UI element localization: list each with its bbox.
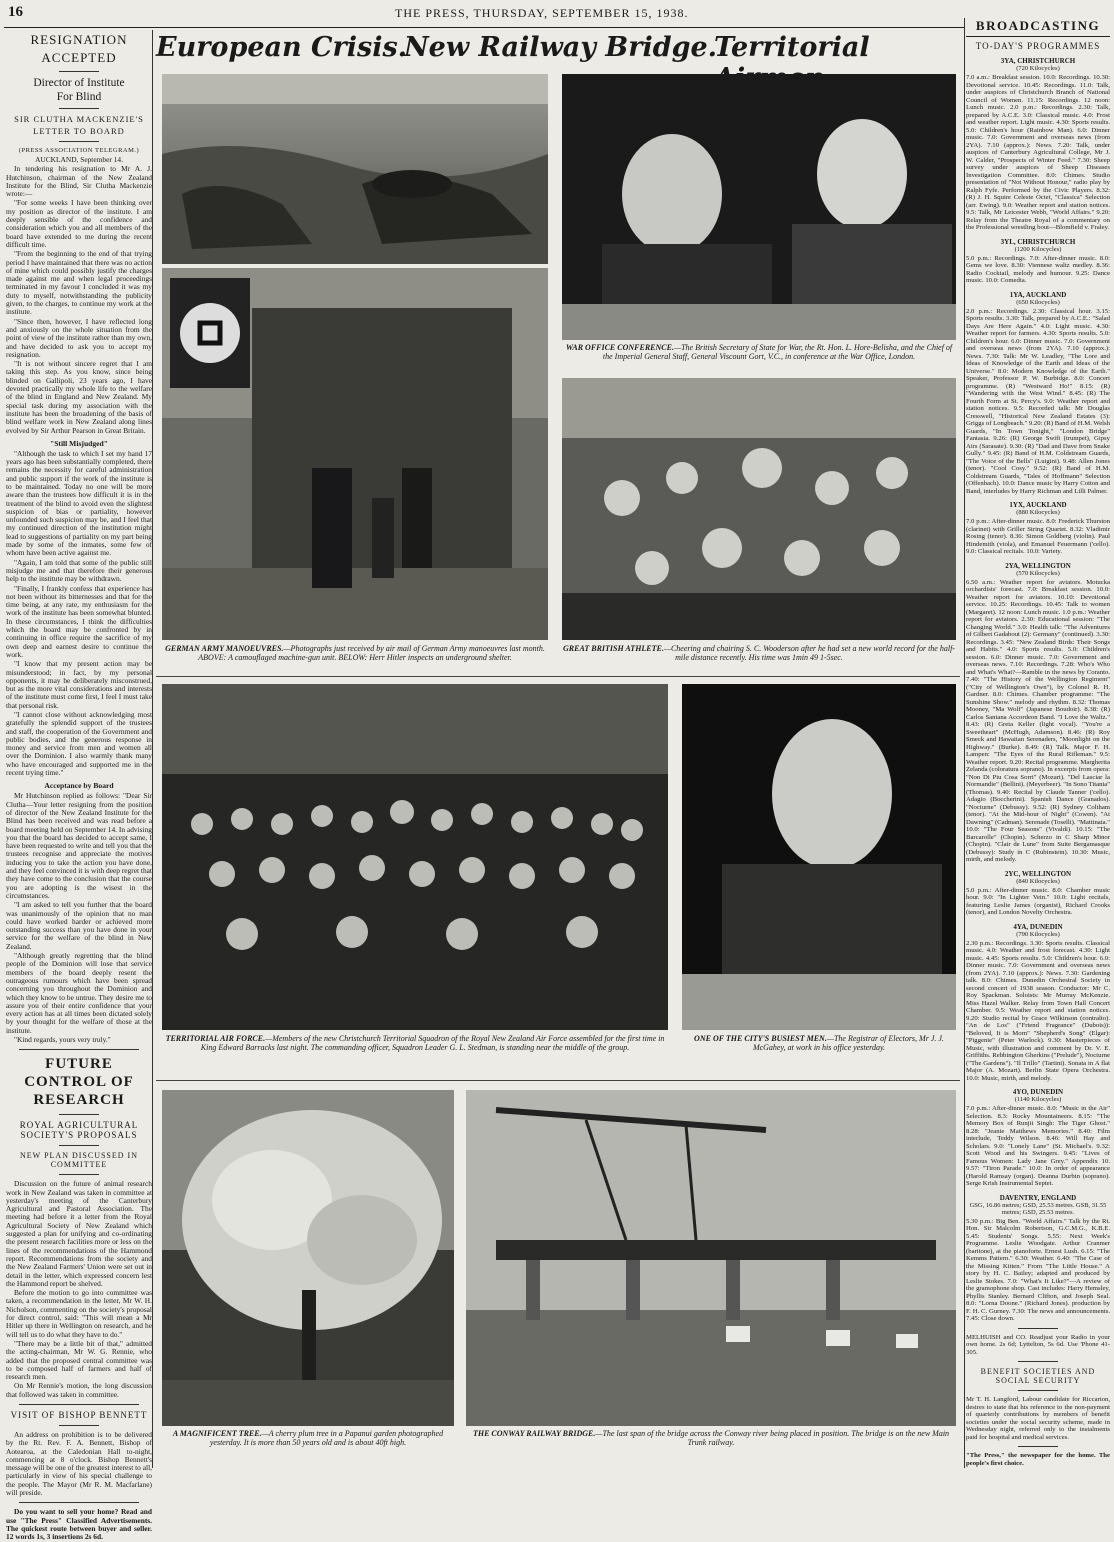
paragraph: "For some weeks I have been thinking over my position as director of the institute. I am deeply sensible of the confidence and consideration which you and all members of the board have extended to me during the recent difficult time. xyxy=(6,198,152,249)
paragraph: In tendering his resignation to Mr A. J. Hutchinson, chairman of the New Zealand Institute for the Blind, Sir Clutha Mackenzie wrote:— xyxy=(6,164,152,199)
photo-cherry-plum-tree xyxy=(162,1090,454,1426)
divider xyxy=(59,141,99,142)
column-rule xyxy=(964,18,965,1468)
section-rule xyxy=(156,1080,960,1081)
story-dateline: AUCKLAND, September 14. xyxy=(35,155,123,164)
headline-railway-bridge: New Railway Bridge. xyxy=(404,32,718,63)
caption-text: —Photographs just received by air mail of German Army manoeuvres last month. ABOVE: A camouflaged machine-gun unit. BELOW: Herr Hitler inspects an underground shelter. xyxy=(198,644,545,663)
caption-title: A MAGNIFICENT TREE. xyxy=(172,1429,262,1438)
subhead: Acceptance by Board xyxy=(44,781,114,791)
photo-registrar xyxy=(682,684,956,1030)
station-frequency: (1200 Kilocycles) xyxy=(1014,245,1062,253)
caption-text: —A cherry plum tree in a Papanui garden photographed yesterday. It is more than 50 years old and is about 40ft high. xyxy=(209,1429,444,1448)
station-programme: 5.0 p.m.: Recordings. 7.0: After-dinner music. 8.0: Gems we love. 8.30: Viennese waltz medley. 8.36: Radio Cocktail, melody and humour. 9.25: Dance music. 10.0: Comedia. xyxy=(966,254,1110,284)
caption-text: —The British Secretary of State for War, the Rt. Hon. L. Hore-Belisha, and the Chief of the Imperial General Staff, General Viscount Gort, V.C., in conference at the War Office, London. xyxy=(602,343,953,362)
broadcasting-title: BROADCASTING xyxy=(966,18,1110,37)
masthead-dateline: THE PRESS, THURSDAY, SEPTEMBER 15, 1938. xyxy=(395,6,689,20)
caption-title: GERMAN ARMY MANOEUVRES. xyxy=(165,644,284,653)
caption-german-army xyxy=(160,644,550,663)
station-frequency: (880 Kilocycles) xyxy=(1016,509,1060,516)
divider xyxy=(19,1049,139,1050)
paragraph: "Again, I am told that some of the public still misjudge me and that therefore their generous help to the institute may be withdrawn. xyxy=(6,557,152,584)
masthead-rule xyxy=(4,27,964,28)
paragraph: "I am asked to tell you further that the board was unanimously of the opinion that no man could have worked harder or achieved more outstanding success than you have done in your service for the welfare of the blind in New Zealand. xyxy=(6,900,152,951)
station-programme: 2.30 p.m.: Recordings. 3.30: Sports results. Classical music. 4.0: Weather and frost forecast. 4.30: Light music. 4.45: Sports results. 5.0: Children's hour. 6.0: Dinner music. 7.0: Government and overseas news (from 2YA). 7.10 (approx.): News. 7.30: Gardening talk. 8.0: Chimes. Dunedin Orchestral Society in second concert of 1938 season. Conductor: Mr C. Roy Spackman. Soloists: Mr Murray McKenzie. Miss Hazel Walker. Relay from Town Hall Concert Chamber. 9.5: Weather report and station notices. 9.20: Studio recital by Grace Wilkinson (contralto). "An de Los" ("Friend Fragrance" (Dubois)): "Beloved, It is Morn" "Shepherd's Song" (Elgar): "Piggenie" (Peter Warlock). 9.30: Masterpieces of Music, with illustration and comment by Dr. V. E. Griffiths. Rebbington Gherkins ("Prelude"), Nocturne ("The Gardens"). "Il Trillo" (Tartini). Sonata in A flat Major (A. Mozart). Berlin State Opera Orchestra. 10.0: Music, mirth, and melody. xyxy=(966,939,1110,1082)
paragraph: "I know that my present action may be misunderstood; in fact, by my personal opponents, it may be deliberately misconstrued, but as the more vital considerations and interests of the institute must come first, I feel I must take that personal risk. xyxy=(6,659,152,710)
footer-slogan: "The Press," the newspaper for the home. The people's first choice. xyxy=(966,1452,1110,1467)
divider xyxy=(19,1404,139,1405)
story-headline: BENEFIT SOCIETIES AND SOCIAL SECURITY xyxy=(980,1367,1096,1385)
station-name: DAVENTRY, ENGLAND xyxy=(999,1193,1077,1202)
station-name: 3YL, CHRISTCHURCH xyxy=(1000,237,1076,246)
story-headline: VISIT OF BISHOP BENNETT xyxy=(10,1410,148,1420)
divider xyxy=(1018,1328,1058,1329)
station-frequency: (790 Kilocycles) xyxy=(1016,930,1060,938)
divider xyxy=(59,108,99,109)
station-programme: 7.0 a.m.: Breakfast session. 10.0: Recordings. 10.30: Devotional service. 10.45: Recordings. 11.0: Talk, under auspices of Christchurch Branch of National Council of Women. 11.15: Recordings. 12 noon: Lunch music. 2.0 p.m.: Recordings. 2.30: Talk, prepared by A.C.E. 3.0: Classical music. 4.0: Frost and weather report. Light music. 4.30: Sports results. 5.0: Children's hour (Rainbow Man). 6.0: Dinner music. 7.0: Government and overseas news (from 2YA). 7.10 (approx.): News. 7.20: Talk, under auspices of Canterbury Agricultural College, Mr J. W. Calder, "Prospects of Winter Feed." 7.30: Sheep survey under auspices of Sheep Diseases Investigation Committee. 8.0: Chimes. Studio presentation of "Not Without Honour," radio play by Ralph Fyfe. Performed by the Civic Players. 8.32: (R) J. H. Squire Celeste Octet, "Classica" Selection (arr. Ewing). 9.0: Weather report and station notices. 9.5: Talk, Mr Leicester Webb, "World Affairs." 9.20: Relay from the Theatre Royal of a commentary on the Professional wrestling bout—Blomfield v. Fraley. xyxy=(966,74,1110,231)
photo-territorial-squadron xyxy=(162,684,668,1030)
photo-conway-bridge xyxy=(466,1090,956,1426)
masthead xyxy=(0,4,1114,26)
radio-ad: MELHUISH and CO. Readjust your Radio in your own home. 2s 6d; Lyttelton, 5s 6d. Use 'Phone 41-305. xyxy=(966,1333,1110,1356)
station-frequency: (1140 Kilocycles) xyxy=(1014,1096,1062,1103)
paragraph: Mr Hutchinson replied as follows: "Dear Sir Clutha—Your letter resigning from the position of director of the New Zealand Institute for the Blind has been received and was read before a board meeting held on September 14. In advising you that the board has decided to accept same, I have been requested to write and tell you that the trustees recognise and appreciate the motives inducing you to take the action you have done, and they feel convinced it is with deep regret that they have come to the conclusion that the course you are adopting is the wisest in the circumstances. xyxy=(6,791,152,900)
paragraph: "I cannot close without acknowledging most gratefully the splendid support of the trustees and staff, the cooperation of the Government and public bodies, and the generous response in money and service from men and women all over the Dominion. I also warmly thank many who have encouraged and supported me in the recent trying time." xyxy=(6,710,152,778)
caption-registrar xyxy=(682,1034,956,1053)
photo-underground-shelter xyxy=(162,268,548,640)
headline-territorial-airmen: Territorial xyxy=(714,32,870,63)
headline-row xyxy=(154,30,962,70)
station-name: 3YA, CHRISTCHURCH xyxy=(1000,57,1076,65)
story-deck: LETTER TO BOARD xyxy=(33,126,125,136)
story-deck: NEW PLAN DISCUSSED IN COMMITTEE xyxy=(20,1151,138,1170)
photo-british-athlete xyxy=(562,378,956,640)
wire-credit: (PRESS ASSOCIATION TELEGRAM.) xyxy=(18,147,140,154)
station-frequency: (720 Kilocycles) xyxy=(1016,65,1060,72)
station-frequency: (650 Kilocycles) xyxy=(1016,298,1060,306)
station-name: 4YO, DUNEDIN xyxy=(1012,1088,1064,1096)
classified-ad: Do you want to sell your home? Read and use "The Press" Classified Advertisements. The quickest route between buyer and seller. 12 words 1s, 3 insertions 2s 6d. xyxy=(6,1507,152,1542)
divider xyxy=(59,1114,99,1115)
station-frequency: (840 Kilocycles) xyxy=(1016,877,1060,885)
paragraph: "Kind regards, yours very truly." xyxy=(14,1034,111,1044)
left-column xyxy=(6,30,152,1542)
divider xyxy=(1018,1390,1058,1391)
paragraph: "Although the task to which I set my hand 17 years ago has been substantially completed, there remains the necessity for careful administration and public support if the work of the institute is to be maintained. Today no one will be more aware than the trustees how difficult it is in the treatment of the blind to avoid even the slightest suspicion of bias or partiality, however unfounded such suspicion may be, and I feel that my continued direction of the institution might lead to suggestions of partiality on my part being made by some of the inmates, some few of whom have been active against me. xyxy=(6,448,152,558)
paragraph: On Mr Rennie's motion, the long discussion that followed was taken in committee. xyxy=(6,1381,152,1399)
station-programme: 7.0 p.m.: After-dinner music. 8.0: Frederick Thurston (clarinet) with Griller String Quartet. 8.32: Vladimir Rosing (tenor). 8.36: Simon Goldberg (violin). Paul Hindemith (viola), and Emanuel Feuermann ('cello). 9.0: Classical recitals. 10.0: Variety. xyxy=(966,518,1110,555)
divider xyxy=(19,1502,139,1503)
divider xyxy=(59,1425,99,1426)
divider xyxy=(59,71,99,72)
divider xyxy=(59,1145,99,1146)
paragraph: "Finally, I frankly confess that experience has not been without its bitternesses and that for the time being, at any rate, my enthusiasm for the work of the institute has been somewhat blunted. In these circumstances, I think the difficulties which the board may be confronted by in continuing in office require the sacrifice of my own deep and earnest desire to continue the work. xyxy=(6,583,152,659)
caption-tree xyxy=(160,1429,456,1448)
caption-text: —The Registrar of Electors, Mr J. J. McGahey, at work in his office yesterday. xyxy=(752,1034,944,1053)
paragraph: "Since then, however, I have reflected long and anxiously on the whole situation from the point of view of the institute rather than my own, and have decided to ask you to accept my resignation. xyxy=(6,316,152,359)
story-deck: SIR CLUTHA MACKENZIE'S xyxy=(14,114,144,124)
station-programme: 7.0 p.m.: After-dinner music. 8.0: "Music in the Air" Selection. 8.3: Rocky Mountaineers. 8.15: "The Memory Box of Runjit Singh: The Tiger Ghost." 8.28: "Jeanie Matthews Memories." 8.40: Film interlude, Teddy Wilson. 8.46: Will Hay and Scholars. 9.0: "Lonely Lane" (St. Michael's. 9.32: Scott Wood and his Swingers. 9.45: "Lives of Famous Women: Lady Jane Grey." Appendix 10. 9.57: "Tiron Parade." 10.0: In order of appearance (Harold Ramsay (organ). Deanna Durbin (soprano). Serge Krish Instrumental Septet. xyxy=(966,1105,1110,1187)
page-number: 16 xyxy=(8,4,23,20)
caption-bridge xyxy=(466,1429,956,1448)
divider xyxy=(1018,1446,1058,1447)
section-rule xyxy=(156,676,960,677)
caption-title: GREAT BRITISH ATHLETE. xyxy=(563,644,664,653)
broadcasting-column xyxy=(966,18,1110,1468)
paragraph: "There may be a little bit of that," admitted the acting-chairman, Mr W. G. Rennie, who added that the proposed central committee was to be composed half of farmers and half of research men. xyxy=(6,1338,152,1382)
station-name: 2YC, WELLINGTON xyxy=(1004,869,1072,878)
paragraph: Discussion on the future of animal research work in New Zealand was taken in committee at yesterday's meeting of the Canterbury Agricultural and Pastoral Association. The meeting had before it a letter from the Royal Agricultural Society of New Zealand which suggested a plan for unifying and co-ordinating the present research facilities more or less on the lines of the recommendations of the Hammond report. Recommendations from the society and the New Zealand Farmers' Union were set out in detail in the letter, which expressed concern lest the Hammond report be shelved. xyxy=(6,1179,152,1288)
photo-machine-gun-unit xyxy=(162,74,548,264)
station-programme: 6.50 a.m.: Weather report for aviators. Motucka orchardists' forecast. 7.0: Breakfast session. 10.0: Weather report for aviators. 10.10: Devotional service. 10.25: Recordings. 10.45: Talk to women (Margaret). 12 noon: Lunch music. 1.0 p.m.: Weather report for aviators. 2.30: Educational session: "The Changing World." 3.0: Health talk: "The Adventures of Gilbert Gadabout (2): Germany" (continued). 3.30: Recordings. 3.45: "New Zealand Birds: Their Songs and Habits." 4.0: Sports results. 5.0: Children's session. 6.0: Dinner music. 7.0: Government and overseas news. 7.10: Recordings. 7.28: Who's Who and What's What?—Ramble in the news by Coranto. 7.40: "The History of the Wellington Regiment" ("City of Wellington's Own"), by Colonel R. H. Gardner. 8.0: Chimes. Chamber programme: "The Sunshine Show." melody and rhythm. 8.32: Thomas Mooney, "Ma Wolf" (Japanese Boudoir). 8.38: (R) Carlos Santana Accordeon Band. "I Love the Waltz." 8.43: (R) Greta Keller (light vocal). "You're a Sweetheart" (McHugh, Adamson). 8.46: (R) Roy Smeck and Hawaiian Serenaders, "Moonlight on the Highway." (Burke). 8.49: (R) Talk. Major F. H. Lampen: "The Eyes of the Rural Rifleman." 9.5: Weather report. 9.20: Recital programme. Margherita Zelanda (coloratura soprano). In excerpts from opera: "Non Di Piu Cosa Sorri" (Mozart). "Del Lasciar la Normandie" (Bellini). (Meyerbeer). "In Sono Titania" (Thomas). 9.40: Recital by Claude Tanner ('cello). Adagio (Boccherini). Spanish Dance (Granados). "Nocturne" (Debussy). 9.52: (R) Sydney Coltham (tenor). "At the Mid-hour of Night" (Cowen). "At Dawning" (Cadman). Serenade (Toselli). "Mattinata." 10.0: "The Four Seasons" (Vivaldi). 10.15: "The Barcarolle" (Chopin). Scherzo in C Sharp Minor (Chopin). "Clair de Lune" from Suite Bergamasque (Debussy): Study in C (Rubinstein). 10.30: Music, mirth, and melody. xyxy=(966,578,1110,863)
station-name: 1YX, AUCKLAND xyxy=(1009,501,1067,509)
station-frequency: (570 Kilocycles) xyxy=(1016,569,1060,577)
station-programme: 2.0 p.m.: Recordings. 2.30: Classical hour. 3.15: Sports results. 3.30: Talk, prepared by A.C.E.: "Salad Days Are Here Again." 4.0: Light music. 4.30: Weather report for farmers. 4.30: Sports results. 5.0: Children's hour. 6.0: Dinner music. 7.0: Government and overseas news (from 2YA). 7.10 (approx.): News. 7.30: Talk: Mr W. Leadley, "The Lore and Ideas of Knowledge of the Earth and Ideas of the Universe." 8.0: Modern Knowledge of the Earth." Speaker, Professor P. W. Burbidge. 8.0: Concert programme. (R) "Westward Ho!" 8.15: (R) "Wandering with the West Wind." 8.45: (R) The Fourth Form at St. Percy's. 9.0: Weather report and station notices. 9.5: Recorded talk: Mr Douglas Cresswell, "Historical New Zealand Estates (3): Griggs of Longbeach." 9.20: (R) Band of H.M. Welsh Guards, "In Town Tonight," "London Bridge" Fantasia. 9.26: (R) George Swift (trumpet), Gipsy Airs (Sarasate). 9.30: (R) "Dad and Dave from Snake Gully." 9.45: (R) Band of H.M. Coldstream Guards, "The Voice of the Bells" (Luigini). 9.48: Allen Jones (tenor). "Cool Cosy." 9.52: (R) Band of H.M. Coldstream Guards, "Tales of Hoffmann" Selection (Offenbach). 10.0: Dance music by Harry Cotton and Band, interludes by Harry Richman and Lilli Palmer. xyxy=(966,307,1110,495)
story-deck: ROYAL AGRICULTURAL SOCIETY'S PROPOSALS xyxy=(19,1120,139,1141)
story-headline: RESIGNATION xyxy=(30,32,128,47)
subhead: "Still Misjudged" xyxy=(49,438,108,448)
headline-european-crisis: European Crisis. xyxy=(156,32,408,63)
column-rule xyxy=(152,30,153,1468)
story-headline: FUTURE CONTROL OF RESEARCH xyxy=(24,1056,134,1109)
story-headline: ACCEPTED xyxy=(41,50,117,65)
paragraph: "From the beginning to the end of that trying period I have maintained that there was no action of mine which could possibly justify the charges made against me and when legal proceedings terminated in my favour I concluded it was my duty to myself, notwithstanding the publicity given, to the charges, to continue my work at the institute. xyxy=(6,249,152,317)
story-deck: Director of Institute xyxy=(33,77,125,89)
caption-title: ONE OF THE CITY'S BUSIEST MEN. xyxy=(694,1034,827,1043)
story-deck: For Blind xyxy=(56,91,102,103)
caption-war-office xyxy=(562,343,956,362)
paragraph: "Although greatly regretting that the blind people of the Dominion will lose that service members of the board deeply resent the outrageous rumours which have been spread concerning you throughout the Dominion and which they know to be untrue. They desire me to assure you of their entire confidence that your every action has at all times been dictated solely by your thought for the welfare of those at the institute. xyxy=(6,951,152,1035)
divider xyxy=(59,1174,99,1175)
caption-territorial xyxy=(160,1034,670,1053)
photo-war-office-conference xyxy=(562,74,956,340)
station-programme: 5.0 p.m.: After-dinner music. 8.0: Chamber music hour. 9.0: "In Lighter Vein." 10.0: Light recitals, featuring Leslie James (organist), Richard Crooks (tenor), and London Novelty Orchestra. xyxy=(966,886,1110,916)
station-frequency: GSG, 16.86 metres; GSD, 25.53 metres. GSB, 31.55 metres; GSD, 25.53 metres. xyxy=(969,1201,1107,1216)
programmes-subtitle: TO-DAY'S PROGRAMMES xyxy=(975,41,1101,51)
caption-athlete xyxy=(562,644,956,663)
station-name: 2YA, WELLINGTON xyxy=(1005,561,1071,570)
caption-title: TERRITORIAL AIR FORCE. xyxy=(165,1034,266,1043)
caption-title: THE CONWAY RAILWAY BRIDGE. xyxy=(472,1429,596,1438)
paragraph: Mr T. H. Langford, Labour candidate for Riccarton, desires to state that his reference to the non-payment of quarterly contributions by members of benefit societies under the social security scheme, made in Wednesday night, referred only to the instalments paid for hospital and medical services. xyxy=(966,1396,1110,1441)
caption-text: —Cheering and chairing S. C. Wooderson after he had set a new world record for the half-mile distance recently. His time was 1min 49 1-5sec. xyxy=(663,644,955,663)
caption-text: —The last span of the bridge across the Conway river being placed in position. The bridge is on the new Main Trunk railway. xyxy=(595,1429,950,1448)
divider xyxy=(1018,1361,1058,1362)
paragraph: Before the motion to go into committee was taken, a recommendation in the letter, Mr W. H. Nicholson, commenting on the society's proposal for direct control, said: "This will mean a Mr Hitler up there in Wellington on research, and he will tell us to do what they have to do." xyxy=(6,1288,152,1339)
station-name: 4YA, DUNEDIN xyxy=(1013,922,1063,931)
station-programme: 5.30 p.m.: Big Ben. "World Affairs." Talk by the Rt. Hon. Sir Malcolm Robertson, G.C.M.G., K.B.E. 5.45: Students' Songs. 5.55: Next Week's Programme. Leslie Woodgate. Arthur Cranmer (baritone), at the pianoforte. Ernest Lush. 6.15: "The Kemms Pattern." 6.30: Weather. 6.40: "The Case of the Missing Kitten." From "The Little House." A story by H. C. Bailey; adapted and produced by Leslie Stokes. 7.0: "What's It Like?"—A review of the gramophone shop. Cast includes: Harry Hemsley, Phyllis Stanley. Bernard Clifton, and Joseph Seal. 8.0: "Lorna Doone." (Richard Jones). production by F. H. C. Gurney. 7.30: The news and announcements. 7.45: Close down. xyxy=(966,1217,1110,1322)
paragraph: "It is not without sincere regret that I am taking this step. As you know, since being blinded on Gallipoli, 23 years ago, I have devoted practically my whole life to the welfare of the blind in England and New Zealand. My special task during my association with the institute has been the broadening of the basis of blind welfare work in New Zealand along lines evolved by Sir Arthur Pearson in Great Britain. xyxy=(6,359,152,435)
caption-text: —Members of the new Christchurch Territorial Squadron of the Royal New Zealand Air Force assembled for the first time in King Edward Barracks last night. The commanding officer, Squadron Leader G. L. Stedman, is standing near the middle of the group. xyxy=(200,1034,665,1053)
paragraph: An address on prohibition is to be delivered by the Rt. Rev. F. A. Bennett, Bishop of Aotearoa, at the Caledonian Hall to-night, commencing at 8 o'clock. Bishop Bennett's message will be one of the greatest interest to all, particularly in view of his special challenge to the people. The Mayor (Mr R. M. Macfarlane) will preside. xyxy=(6,1430,152,1498)
station-name: 1YA, AUCKLAND xyxy=(1009,290,1067,299)
caption-title: WAR OFFICE CONFERENCE. xyxy=(565,343,674,352)
